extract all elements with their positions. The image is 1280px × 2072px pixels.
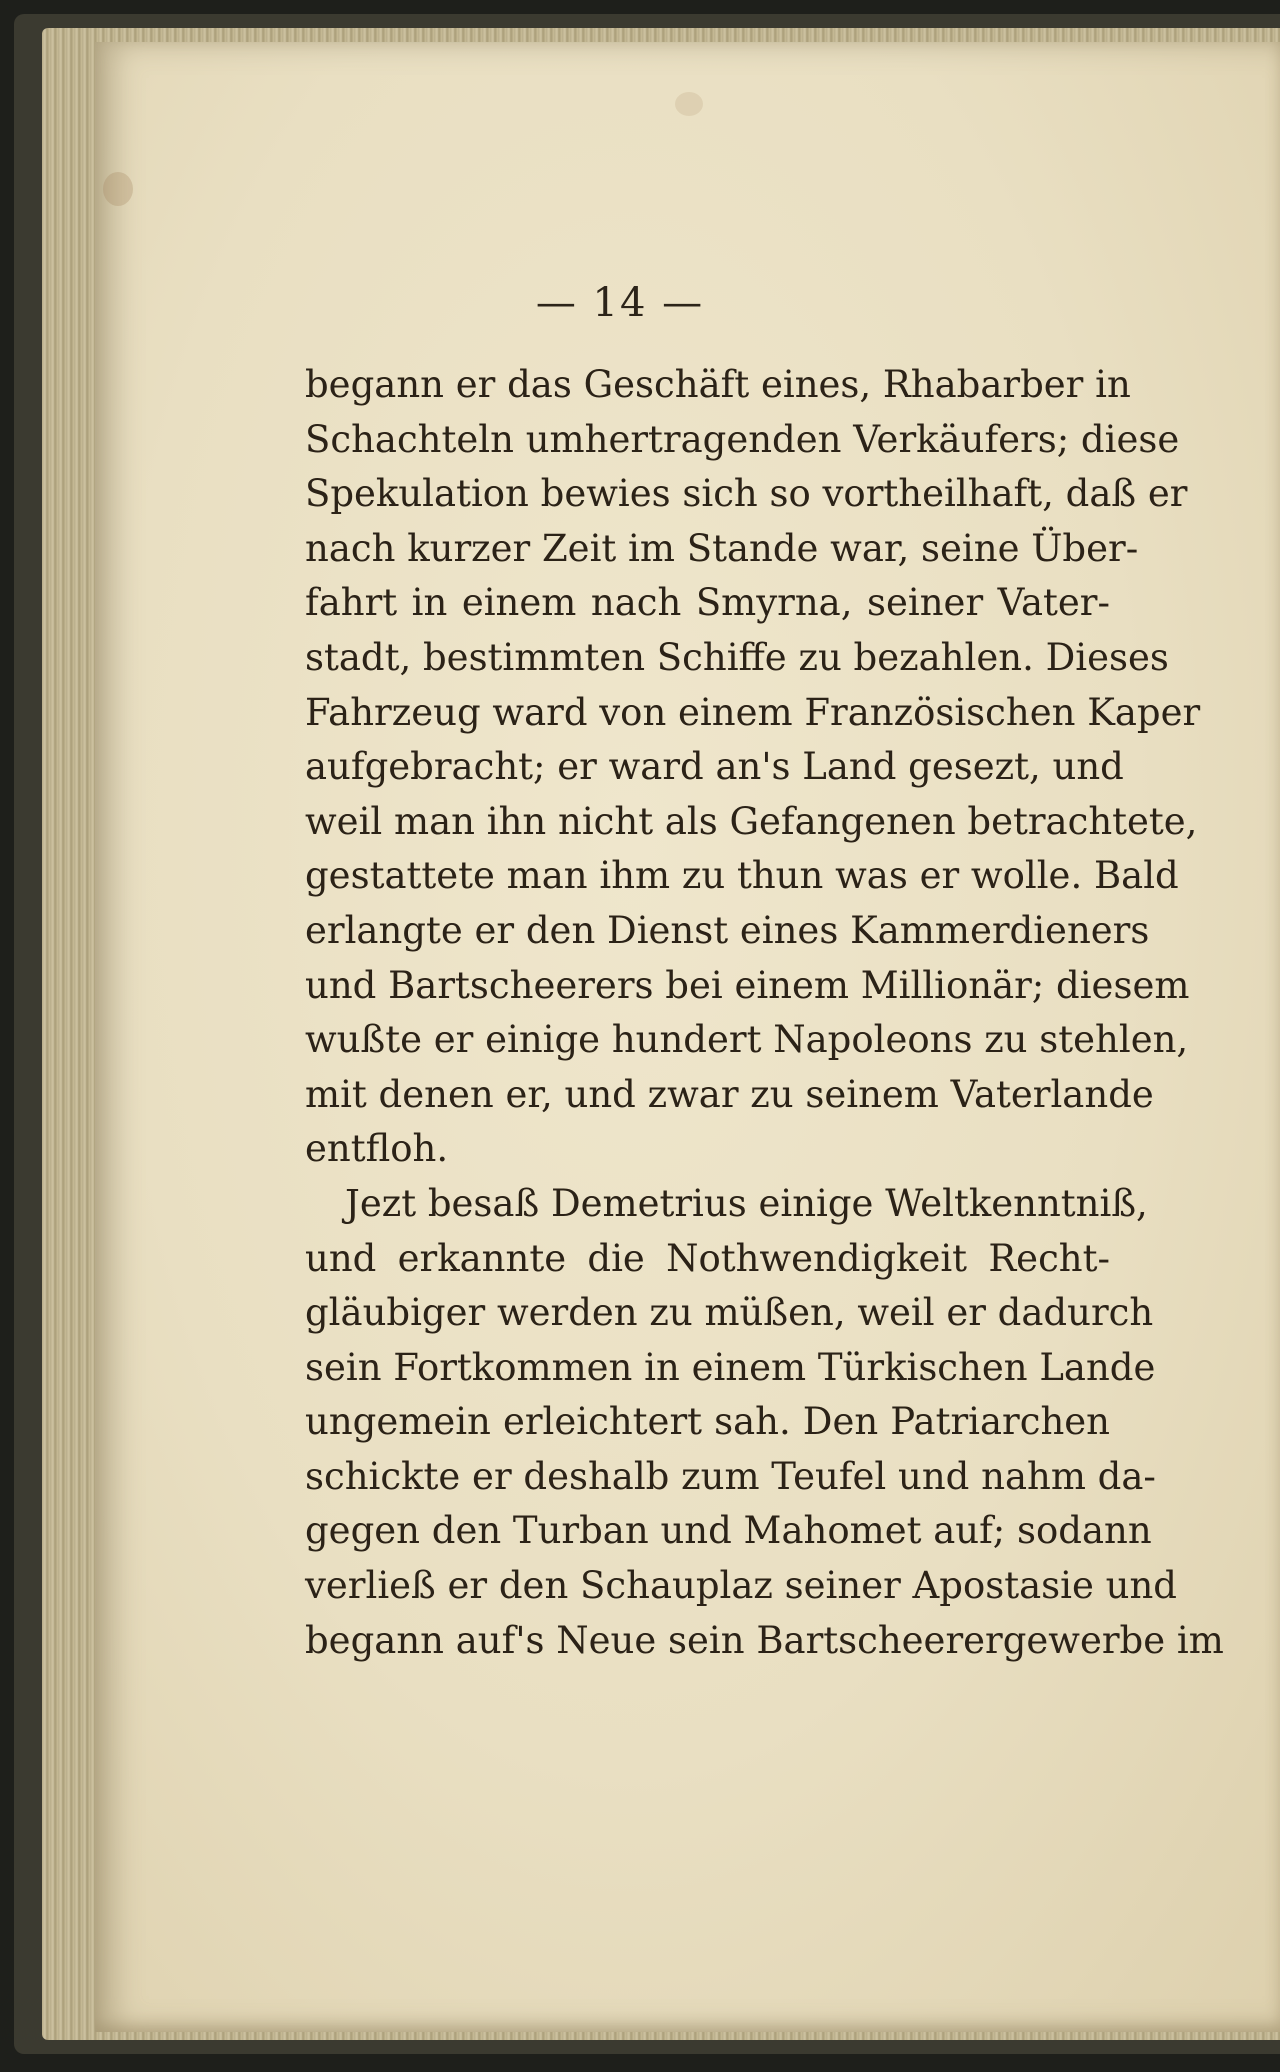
text-line: aufgebracht; er ward an's Land gesezt, und [305, 745, 1124, 789]
text-line: begann auf's Neue sein Bartscheerergewerbe im [305, 1618, 1224, 1662]
text-line: stadt, bestimmten Schiffe zu bezahlen. Dieses [305, 635, 1169, 679]
page-number: — 14 — [535, 280, 705, 326]
text-line: fahrt in einem nach Smyrna, seiner Vater- [305, 581, 1110, 625]
text-line: mit denen er, und zwar zu seinem Vaterlande [305, 1072, 1154, 1116]
text-line: entfloh. [305, 1127, 449, 1171]
text-line: gläubiger werden zu müßen, weil er dadurch [305, 1291, 1154, 1335]
text-line: wußte er einige hundert Napoleons zu stehlen, [305, 1018, 1189, 1062]
text-line: erlangte er den Dienst eines Kammerdieners [305, 908, 1150, 952]
text-line: Fahrzeug ward von einem Französischen Kaper [305, 690, 1201, 734]
text-line: verließ er den Schauplaz seiner Apostasie und [305, 1564, 1177, 1608]
text-line: nach kurzer Zeit im Stande war, seine Über- [305, 526, 1139, 570]
text-line: begann er das Geschäft eines, Rhabarber in [305, 363, 1131, 406]
text-line: ungemein erleichtert sah. Den Patriarchen [305, 1400, 1110, 1444]
text-line: Schachteln umhertragenden Verkäufers; diese [305, 417, 1180, 461]
body-text [305, 358, 1224, 1668]
text-line: gestattete man ihm zu thun was er wolle. Bald [305, 854, 1179, 898]
text-line: und erkannte die Nothwendigkeit Recht- [305, 1236, 1110, 1280]
text-line: gegen den Turban und Mahomet auf; sodann [305, 1509, 1152, 1553]
paper-stain [675, 92, 703, 116]
text-line: weil man ihn nicht als Gefangenen betrachtete, [305, 799, 1198, 843]
text-line: und Bartscheerers bei einem Millionär; diesem [305, 963, 1190, 1007]
text-line: Spekulation bewies sich so vortheilhaft, daß er [305, 472, 1188, 516]
text-line: Jezt besaß Demetrius einige Weltkenntniß, [345, 1181, 1148, 1225]
paper-stain [103, 172, 133, 206]
text-line: schickte er deshalb zum Teufel und nahm da- [305, 1454, 1156, 1498]
text-line: sein Fortkommen in einem Türkischen Lande [305, 1345, 1156, 1389]
